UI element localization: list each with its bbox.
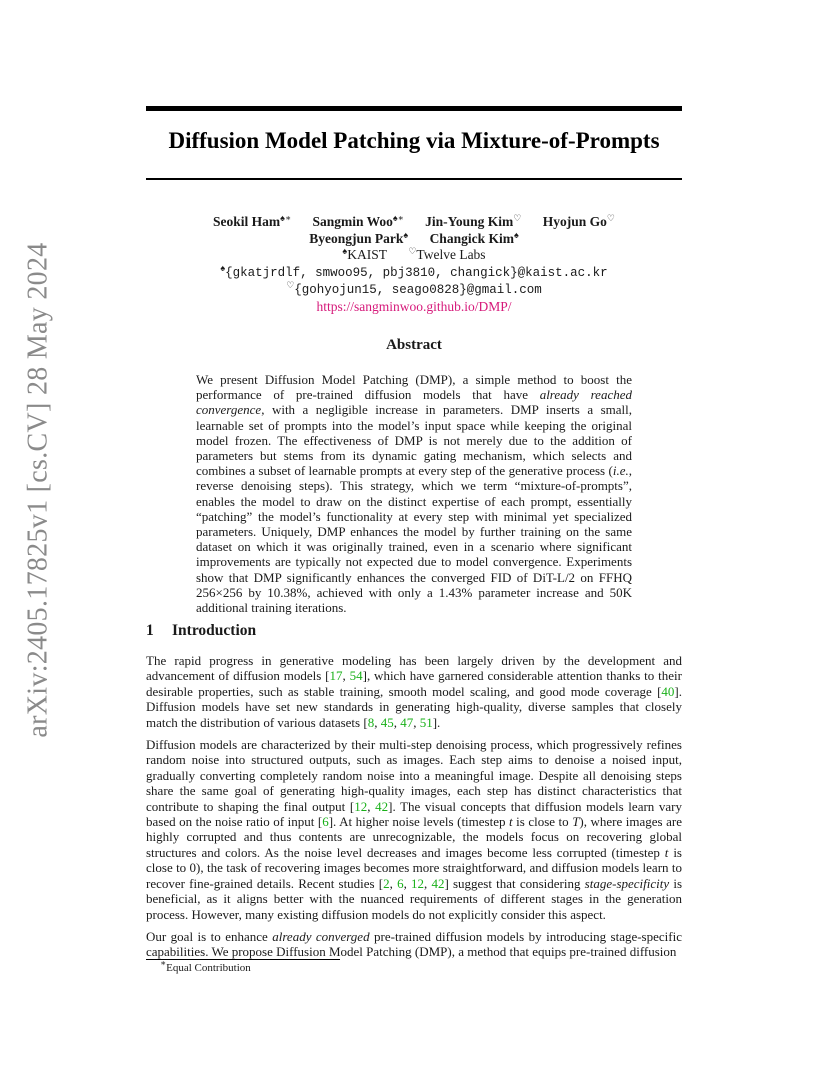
citation-link[interactable]: 42	[431, 875, 445, 891]
abstract-text-part: We present Diffusion Model Patching (DMP), a simple method to boost the performance of pre-trained diffusion models that have	[196, 372, 632, 403]
abstract-heading: Abstract	[386, 337, 442, 353]
citation-link[interactable]: 17	[329, 668, 343, 684]
author-row-2	[146, 231, 682, 248]
affiliations	[146, 247, 682, 264]
abstract-text-part: , reverse denoising steps). This strategy, which we term “mixture-of-prompts”, enables the model to draw on the distinct expertise of each prompt, essentially “patching” the model’s functionality at every step with minimal yet specialized parameters. Uniquely, DMP enhances the model by further training on the same dataset on which it was originally trained, even in a scenario where significant improvements are typically not expected due to model convergence. Experiments show that DMP significantly enhances the converged FID of DiT-L/2 on FFHQ 256×256 by 10.38%, achieved with only a 1.43% parameter increase and 50K additional training iterations.	[196, 463, 632, 616]
citation-link[interactable]: 8	[367, 714, 375, 730]
affiliation-kaist: KAIST	[347, 247, 387, 262]
citation-link[interactable]: 6	[397, 875, 404, 891]
author-name: Sangmin Woo	[312, 214, 393, 229]
text: The rapid progress in generative modeling has been largely driven by the development and advancement of diffusion models [	[146, 653, 682, 684]
author-mark: ♠	[403, 229, 409, 240]
text: Our goal is to enhance	[146, 928, 273, 944]
emphasis: already converged	[272, 928, 370, 944]
email-gmail: {gohyojun15, seago0828}@gmail.com	[294, 283, 542, 297]
text: ,	[342, 668, 350, 684]
email-mark: ♠	[220, 262, 226, 273]
abstract-emphasis: i.e.	[612, 463, 629, 479]
footnote-text: Equal Contribution	[166, 962, 251, 974]
text: ]. The visual concepts that diffusion models learn vary based on the noise ratio of input [	[146, 798, 683, 830]
paragraph: Diffusion models are characterized by their multi-step denoising process, which progressively refines random noise into structured outputs, such as images. Each step aims to denoise a noised input, gradually converting completely random noise into a meaningful image. Despite all denoising steps share the same goal of generating high-quality images, each step has distinct characteristics that contribute to shaping the final output [12, 42]. The visual concepts that diffusion models learn vary based on the noise ratio of input [6]. At higher noise levels (timestep t is close to T), where images are highly corrupted and thus contents are unrecognizable, the models focus on recovering global structures and colors. As the noise level decreases and images become less corrupted (timestep t is close to 0), the task of recovering images becomes more straightforward, and diffusion models learn to recover fine-grained details. Recent studies [2, 6, 12, 42] suggest that considering stage-specificity is beneficial, as it aligns better with the nuanced requirements of different stages in the generation process. However, many existing diffusion models do not explicitly consider this aspect.	[146, 737, 683, 922]
text: pre-trained diffusion models by introducing stage-specific capabilities. We propose Diffusion Model Patching (DMP), a method that equips pre-trained diffusion	[146, 928, 682, 960]
email-kaist: {gkatjrdlf, smwoo95, pbj3810, changick}@kaist.ac.kr	[225, 265, 608, 280]
affiliation-twelve-labs: Twelve Labs	[416, 247, 486, 262]
citation-link[interactable]: 40	[661, 683, 675, 699]
text: Diffusion models are characterized by their multi-step denoising process, which progressively refines random noise into structured outputs, such as images. Each step aims to denoise a noised input, gradually converting completely random noise into a meaningful image. Despite all denoising steps share the same goal of generating high-quality images, each step has distinct characteristics that contribute to shaping the final output [	[146, 737, 682, 814]
abstract-text-part: , with a negligible increase in parameters. DMP inserts a small, learnable set of prompts into the model’s input space while keeping the original model frozen. The effectiveness of DMP is not merely due to the addition of parameters but stems from its dynamic gating mechanism, which selects and combines a subset of learnable prompts at every step of the generative process (	[196, 402, 632, 479]
abstract-text	[196, 372, 632, 615]
author-mark: ♠	[513, 229, 519, 240]
emphasis: stage-specificity	[584, 875, 670, 891]
citation-link[interactable]: 12	[354, 798, 368, 814]
citation-link[interactable]: 47	[400, 714, 414, 730]
affiliation-mark: ♡	[408, 246, 417, 256]
title-bottom-rule	[146, 178, 682, 180]
email-row-2	[146, 281, 682, 299]
author-name: Hyojun Go	[542, 214, 607, 229]
text: is close to 0), the task of recovering images becomes more straightforward, and diffusion models learn to recover fine-grained details. Recent studies [	[146, 844, 682, 891]
paragraph: The rapid progress in generative modeling has been largely driven by the development and advancement of diffusion models [17, 54], which have garnered considerable attention thanks to their desirable properties, such as stable training, smooth model scaling, and good mode coverage [40]. Diffusion models have set new standards in generating high-quality, diverse samples that closely match the distribution of various datasets [8, 45, 47, 51].	[146, 653, 682, 730]
citation-link[interactable]: 12	[411, 875, 425, 891]
email-mark: ♡	[286, 280, 295, 290]
author-name: Changick Kim	[429, 230, 514, 246]
title-top-rule	[146, 106, 682, 111]
paper-title: Diffusion Model Patching via Mixture-of-Prompts	[168, 128, 660, 153]
author-mark: ♡	[513, 213, 522, 223]
section-title: Introduction	[172, 622, 257, 639]
text: is close to	[512, 814, 573, 830]
arxiv-id: arXiv:2405.17825v1 [cs.CV] 28 May 2024	[23, 242, 54, 738]
section-number: 1	[146, 622, 154, 639]
email-row-1	[146, 264, 682, 282]
footnote-mark: ∗	[160, 958, 167, 968]
author-mark: ♡	[606, 213, 615, 223]
math-symbol: t	[664, 844, 669, 860]
project-url-link[interactable]: https://sangminwoo.github.io/DMP/	[316, 298, 512, 314]
citation-link[interactable]: 2	[383, 875, 390, 891]
text: ], which have garnered considerable attention thanks to their desirable properties, such as stable training, smooth model scaling, and good mode coverage [	[146, 668, 682, 699]
abstract-emphasis: already reached convergence	[196, 387, 632, 418]
author-row-1	[146, 214, 682, 231]
author-mark: ♠∗	[280, 213, 292, 223]
author-block	[146, 214, 682, 315]
citation-link[interactable]: 6	[322, 814, 329, 830]
citation-link[interactable]: 42	[375, 798, 389, 814]
footnote-rule	[146, 959, 340, 960]
text: ]. At higher noise levels (timestep	[328, 814, 510, 830]
math-symbol: T	[572, 814, 580, 830]
text: ] suggest that considering	[444, 875, 585, 891]
citation-link[interactable]: 45	[380, 714, 394, 730]
section-heading	[146, 622, 256, 640]
text: ), where images are highly corrupted and thus contents are unrecognizable, the models focus on recovering global structures and colors. As the noise level decreases and images become less corrupted (timestep	[146, 814, 682, 860]
math-symbol: t	[509, 814, 513, 830]
citation-link[interactable]: 51	[419, 714, 433, 730]
project-url-row	[146, 299, 682, 316]
author-name: Jin-Young Kim	[425, 214, 514, 229]
paragraph	[146, 929, 682, 960]
affiliation-mark: ♠	[342, 246, 348, 256]
author-name: Byeongjun Park	[309, 230, 404, 246]
author-name: Seokil Ham	[213, 214, 281, 229]
footnote	[160, 958, 251, 974]
arxiv-sidebar-stamp	[4, 130, 74, 850]
text: is beneficial, as it aligns better with the nuanced requirements of different stages in the generation process. However, many existing diffusion models do not explicitly consider this aspect.	[146, 875, 682, 922]
citation-link[interactable]: 54	[349, 668, 363, 684]
introduction-body	[146, 653, 682, 967]
text: ]. Diffusion models have set new standards in generating high-quality, diverse samples that closely match the distribution of various datasets [	[146, 683, 682, 730]
text: ].	[432, 714, 441, 730]
author-mark: ♠∗	[392, 213, 404, 223]
